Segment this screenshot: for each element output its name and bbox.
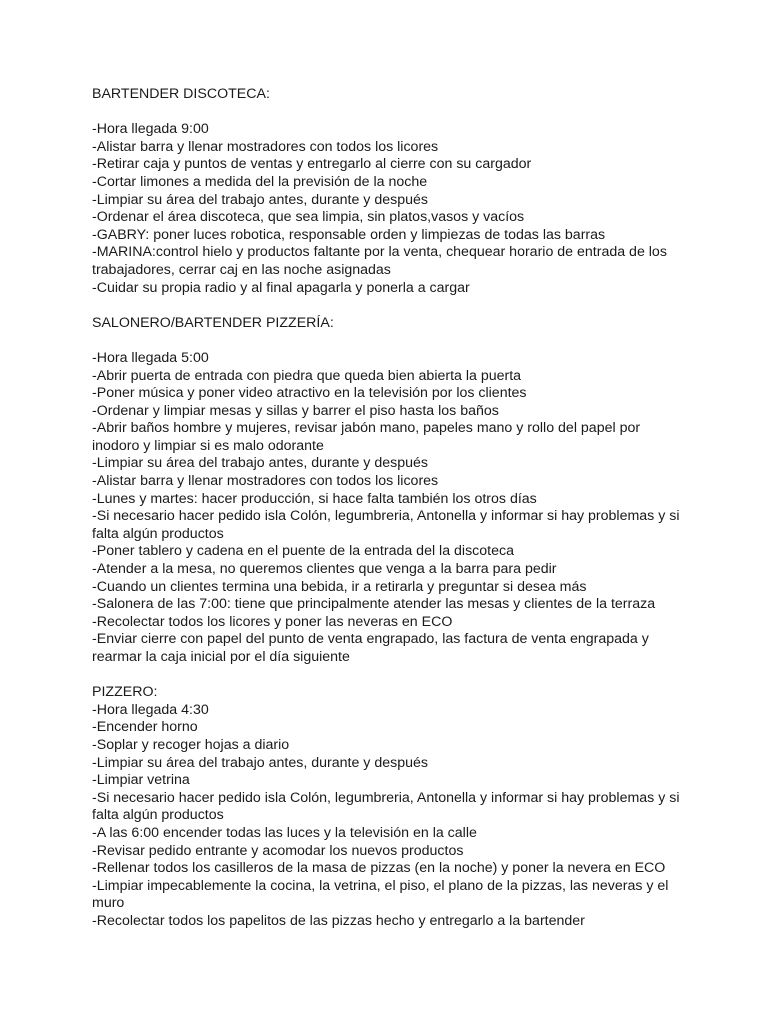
section-pizzero — [92, 684, 682, 930]
list-item: -Retirar caja y puntos de ventas y entregarlo al cierre con su cargador — [92, 156, 532, 173]
task-list — [92, 350, 682, 667]
list-item: -Rellenar todos los casilleros de la masa de pizzas (en la noche) y poner la nevera en ECO — [92, 860, 666, 877]
section-title: PIZZERO: — [92, 684, 158, 701]
list-item: -Revisar pedido entrante y acomodar los nuevos productos — [92, 842, 464, 859]
list-item: -Poner tablero y cadena en el puente de la entrada del la discoteca — [92, 543, 514, 560]
list-item: -Hora llegada 5:00 — [92, 349, 209, 366]
list-item: -MARINA:control hielo y productos faltante por la venta, chequear horario de entrada de los trabajadores, cerrar caj en las noche asignadas — [92, 244, 667, 278]
list-item: -GABRY: poner luces robotica, responsable orden y limpiezas de todas las barras — [92, 226, 606, 243]
list-item: -Soplar y recoger hojas a diario — [92, 736, 290, 753]
list-item: -Poner música y poner video atractivo en la televisión por los clientes — [92, 385, 527, 402]
list-item: -Recolectar todos los papelitos de las pizzas hecho y entregarlo a la bartender — [92, 912, 585, 929]
list-item: -Abrir puerta de entrada con piedra que queda bien abierta la puerta — [92, 367, 522, 384]
list-item: -Limpiar su área del trabajo antes, durante y después — [92, 191, 428, 208]
list-item: -Abrir baños hombre y mujeres, revisar jabón mano, papeles mano y rollo del papel por inodoro y limpiar si es malo odorante — [92, 420, 641, 454]
document-page — [92, 86, 682, 931]
list-item: -Si necesario hacer pedido isla Colón, legumbreria, Antonella y informar si hay problemas y si falta algún productos — [92, 789, 680, 824]
list-item: -Limpiar su área del trabajo antes, durante y después — [92, 754, 428, 771]
section-salonero-bartender-pizzeria — [92, 315, 682, 667]
list-item: -Limpiar impecablemente la cocina, la vetrina, el piso, el plano de la pizzas, las neveras y el muro — [92, 877, 669, 912]
list-item: -Salonera de las 7:00: tiene que principalmente atender las mesas y clientes de la terraza — [92, 596, 656, 613]
task-list — [92, 121, 682, 297]
list-item: -Hora llegada 4:30 — [92, 701, 209, 718]
list-item: -Recolectar todos los licores y poner las neveras en ECO — [92, 613, 453, 630]
list-item: -Cuidar su propia radio y al final apagarla y ponerla a cargar — [92, 279, 470, 296]
list-item: -A las 6:00 encender todas las luces y la televisión en la calle — [92, 824, 477, 841]
list-item: -Lunes y martes: hacer producción, si hace falta también los otros días — [92, 490, 537, 507]
list-item: -Limpiar su área del trabajo antes, durante y después — [92, 455, 428, 472]
list-item: -Limpiar vetrina — [92, 772, 190, 789]
list-item: -Hora llegada 9:00 — [92, 121, 209, 138]
section-bartender-discoteca — [92, 86, 682, 297]
list-item: -Cortar limones a medida del la previsión de la noche — [92, 173, 428, 190]
list-item: -Encender horno — [92, 719, 198, 736]
list-item: -Ordenar y limpiar mesas y sillas y barrer el piso hasta los baños — [92, 402, 499, 419]
list-item: -Cuando un clientes termina una bebida, ir a retirarla y preguntar si desea más — [92, 578, 587, 595]
list-item: -Alistar barra y llenar mostradores con todos los licores — [92, 138, 439, 155]
list-item: -Enviar cierre con papel del punto de venta engrapado, las factura de venta engrapada y rearmar la caja inicial por el día siguiente — [92, 631, 649, 665]
list-item: -Alistar barra y llenar mostradores con todos los licores — [92, 473, 439, 490]
list-item: -Ordenar el área discoteca, que sea limpia, sin platos,vasos y vacíos — [92, 209, 525, 226]
list-item: -Atender a la mesa, no queremos clientes que venga a la barra para pedir — [92, 561, 557, 578]
task-list — [92, 702, 682, 931]
list-item: -Si necesario hacer pedido isla Colón, legumbreria, Antonella y informar si hay problemas y si falta algún productos — [92, 508, 680, 542]
section-title: BARTENDER DISCOTECA: — [92, 86, 270, 102]
section-title: SALONERO/BARTENDER PIZZERÍA: — [92, 314, 334, 331]
